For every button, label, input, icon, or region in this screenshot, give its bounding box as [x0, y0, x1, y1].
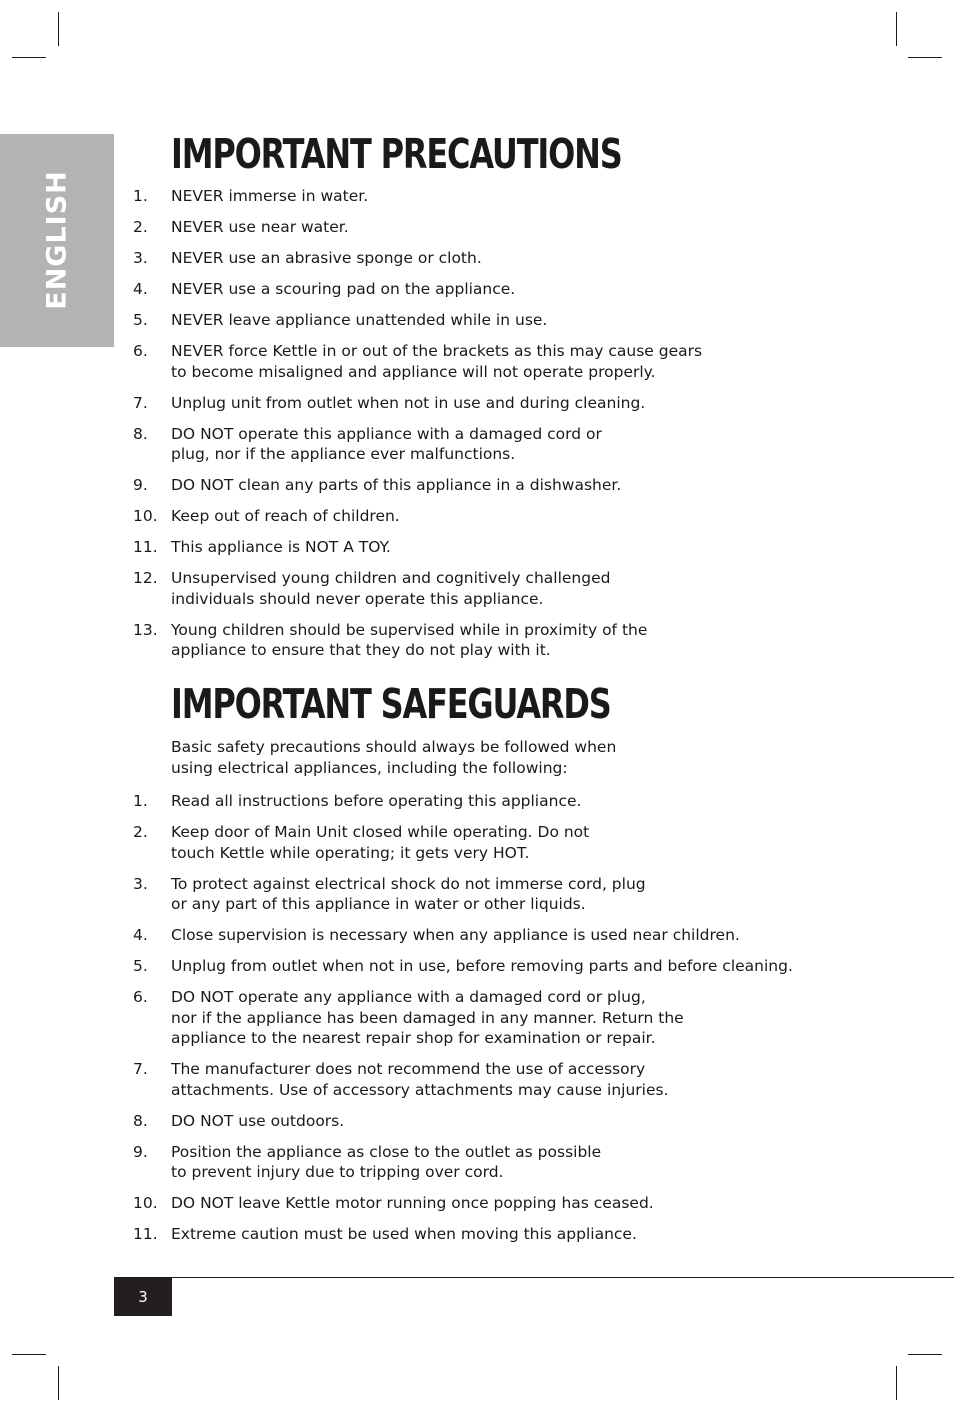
list-item — [0, 1193, 954, 1214]
list-item — [0, 987, 954, 1049]
item-text: Position the appliance as close to the outlet as possible to prevent injury due to tripping over cord. — [171, 1142, 602, 1181]
item-text: Close supervision is necessary when any appliance is used near children. — [171, 926, 740, 944]
item-number: 2. — [133, 218, 148, 236]
item-text: To protect against electrical shock do not immerse cord, plug or any part of this appliance in water or other liquids. — [171, 874, 646, 913]
item-number: 10. — [133, 507, 158, 525]
crop-mark — [896, 1366, 897, 1400]
list-item — [0, 1059, 954, 1100]
item-number: 8. — [133, 1111, 148, 1130]
item-text: Keep out of reach of children. — [171, 507, 400, 525]
item-text: Keep door of Main Unit closed while operating. Do not touch Kettle while operating; it gets very HOT. — [171, 823, 590, 862]
list-item — [0, 186, 954, 207]
item-number: 1. — [133, 187, 148, 205]
item-number: 13. — [133, 620, 158, 639]
list-item — [0, 1111, 954, 1132]
list-item — [0, 341, 954, 382]
item-number: 4. — [133, 280, 148, 298]
item-text: NEVER leave appliance unattended while in use. — [171, 311, 548, 329]
item-number: 9. — [133, 476, 148, 494]
item-number: 9. — [133, 1142, 148, 1161]
list-item — [0, 1142, 954, 1183]
page-number: 3 — [114, 1278, 172, 1316]
item-text: DO NOT operate this appliance with a damaged cord or plug, nor if the appliance ever malfunctions. — [171, 424, 602, 463]
item-text: NEVER force Kettle in or out of the brackets as this may cause gears to become misaligned and appliance will not operate properly. — [171, 342, 703, 381]
item-number: 3. — [133, 874, 148, 893]
item-text: DO NOT leave Kettle motor running once popping has ceased. — [171, 1194, 654, 1212]
list-item — [0, 1224, 954, 1245]
item-text: Young children should be supervised while in proximity of the appliance to ensure that they do not play with it. — [171, 620, 648, 659]
list-item — [0, 279, 954, 300]
crop-mark — [908, 57, 942, 58]
list-item — [0, 925, 954, 946]
item-number: 2. — [133, 823, 148, 841]
list-item — [0, 620, 954, 661]
item-text: NEVER use an abrasive sponge or cloth. — [171, 249, 482, 267]
footer-rule — [114, 1277, 954, 1278]
item-text: Read all instructions before operating this appliance. — [171, 792, 582, 810]
item-number: 5. — [133, 957, 148, 975]
item-number: 5. — [133, 311, 148, 329]
item-number: 12. — [133, 569, 158, 587]
item-number: 8. — [133, 424, 148, 443]
crop-mark — [12, 57, 46, 58]
safeguards-list — [0, 791, 954, 1255]
list-item — [0, 791, 954, 812]
item-number: 7. — [133, 1060, 148, 1078]
item-number: 6. — [133, 342, 148, 360]
crop-mark — [896, 12, 897, 46]
list-item — [0, 248, 954, 269]
precautions-list — [0, 186, 954, 671]
list-item — [0, 393, 954, 414]
list-item — [0, 475, 954, 496]
item-text: This appliance is NOT A TOY. — [171, 538, 391, 556]
item-number: 11. — [133, 1225, 158, 1243]
safeguards-intro: Basic safety precautions should always be followed when using electrical appliances, including the following: — [171, 738, 617, 777]
list-item — [0, 874, 954, 915]
crop-mark — [908, 1354, 942, 1355]
crop-mark — [58, 1366, 59, 1400]
item-text: NEVER use a scouring pad on the appliance. — [171, 280, 516, 298]
item-number: 7. — [133, 393, 148, 412]
safeguards-heading: IMPORTANT SAFEGUARDS — [171, 680, 611, 728]
item-number: 11. — [133, 538, 158, 556]
item-number: 10. — [133, 1194, 158, 1212]
item-text: DO NOT clean any parts of this appliance in a dishwasher. — [171, 476, 622, 494]
list-item — [0, 822, 954, 863]
list-item — [0, 568, 954, 609]
item-text: Unsupervised young children and cognitively challenged individuals should never operate this appliance. — [171, 569, 611, 608]
crop-mark — [12, 1354, 46, 1355]
list-item — [0, 217, 954, 238]
list-item — [0, 506, 954, 527]
list-item — [0, 424, 954, 465]
item-number: 1. — [133, 792, 148, 810]
list-item — [0, 537, 954, 558]
item-text: DO NOT use outdoors. — [171, 1111, 345, 1130]
item-number: 6. — [133, 988, 148, 1006]
item-text: DO NOT operate any appliance with a damaged cord or plug, nor if the appliance has been damaged in any manner. Return the appliance to the nearest repair shop for examination or repair. — [171, 988, 684, 1047]
item-number: 3. — [133, 249, 148, 267]
language-tab-label: ENGLISH — [41, 170, 73, 310]
precautions-heading: IMPORTANT PRECAUTIONS — [171, 130, 622, 178]
item-number: 4. — [133, 926, 148, 944]
item-text: NEVER use near water. — [171, 218, 349, 236]
item-text: The manufacturer does not recommend the use of accessory attachments. Use of accessory attachments may cause injuries. — [171, 1060, 669, 1099]
list-item — [0, 956, 954, 977]
item-text: NEVER immerse in water. — [171, 187, 369, 205]
item-text: Unplug unit from outlet when not in use and during cleaning. — [171, 393, 646, 412]
item-text: Unplug from outlet when not in use, before removing parts and before cleaning. — [171, 957, 793, 975]
crop-mark — [58, 12, 59, 46]
list-item — [0, 310, 954, 331]
item-text: Extreme caution must be used when moving this appliance. — [171, 1225, 637, 1243]
